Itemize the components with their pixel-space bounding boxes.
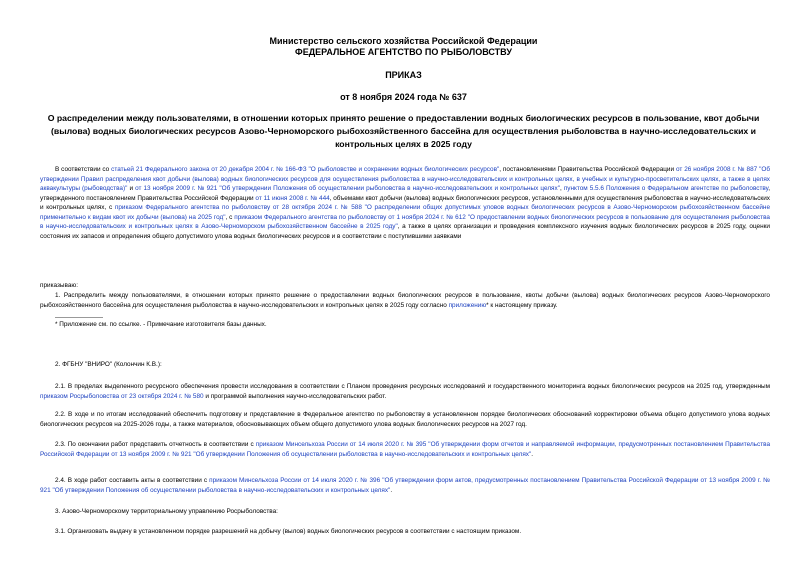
doc-date-number: от 8 ноября 2024 года № 637	[340, 92, 467, 102]
order-588-link[interactable]: приказом Федерального агентства по рыболовству от 28 октября 2024 г. № 588 "О распределении общих допустимых уловов водных биологических ресурсов в Азово-Черноморском рыбохозяйственном бассейне применительно к видам квот их добычи (вылова) на 2025 год"	[40, 204, 771, 221]
intro-text-8: , а также в целях организации и проведения комплексного изучения водных биологических ресурсов в 2025 году, оценки состояния их запасов и определения общего допустимого улова водных биологических ресурсов и в соответствии с поступившими заявками	[40, 223, 771, 240]
intro-text-3: и	[127, 185, 136, 192]
p24-text-1: 2.4. В ходе работ составить акты в соответствии с	[55, 477, 210, 484]
doc-title: О распределении между пользователями, в отношении которых принято решение о предоставлении водных биологических ресурсов в пользование, квот добычи (вылова) водных биологических ресурсов Азово-Черноморского рыбохозяйственного бассейна для осуществления рыболовства в научно-исследовательских и контрольных целях в 2025 году	[47, 113, 760, 149]
paragraph-1	[40, 291, 770, 310]
p21-text-1: 2.1. В пределах выделенного ресурсного обеспечения провести исследования в соответствии с Планом проведения ресурсных исследований и государственного мониторинга водных биологических ресурсов на 2025 год, утвержденным	[55, 383, 770, 390]
order-word: приказываю:	[40, 282, 78, 289]
p21-text-2: и программой выполнения научно-исследовательских работ.	[203, 392, 387, 400]
p23-text-2: .	[531, 450, 534, 458]
intro-text-4: ,	[559, 185, 564, 192]
order-612-link[interactable]: приказом Федерального агентства по рыболовству от 1 ноября 2024 г. № 612 "О предоставлении водных биологических ресурсов в пользование для осуществления рыболовства в научно-исследовательских и контрольных целях в Азово-Черноморском рыбохозяйственном бассейне в 2025 году"	[40, 213, 770, 230]
intro-text-1: В соответствии со	[55, 166, 112, 173]
ministry-name: Министерство сельского хозяйства Российской Федерации	[269, 36, 538, 46]
paragraph-2-3	[40, 440, 770, 459]
intro-text-6: , объемами квот добычи (вылова) водных биологических ресурсов, установленными для осуществления рыболовства в научно-исследовательских и контрольных целях, с	[40, 194, 770, 211]
paragraph-2-2: 2.2. В ходе и по итогам исследований обеспечить подготовку и представление в Федеральное агентство по рыболовству в установленном порядке биологических обоснований корректировки объема общего допустимого улова водных биологических ресурсов на 2025-2026 годы, а также материалов, обосновывающих объем общего допустимого улова водных биологических ресурсов на 2027 год.	[40, 411, 770, 428]
doc-type: ПРИКАЗ	[385, 70, 422, 80]
law-166-link[interactable]: статьей 21 Федерального закона от 20 декабря 2004 г. № 166-ФЗ "О рыболовстве и сохранении водных биологических ресурсов"	[111, 166, 500, 173]
p24-text-2: .	[390, 486, 393, 494]
clause-556-link[interactable]: пунктом 5.5.6 Положения о Федеральном агентстве по рыболовству	[563, 185, 769, 192]
p1-text-2: * к настоящему приказу.	[486, 301, 558, 309]
intro-text-7: , с	[225, 213, 235, 221]
p23-text-1: 2.3. По окончании работ представить отчетность в соответствии с	[55, 441, 256, 448]
p1-text-1: 1. Распределить между пользователями, в отношении которых принято решение о предоставлении водных биологических ресурсов в пользование, квоты добычи (вылова) водных биологических ресурсов Азово-Черноморского рыбохозяйственного бассейна для осуществления рыболовства в научно-исследовательских и контрольных целях в 2025 году согласно	[40, 292, 770, 309]
paragraph-3-1: 3.1. Организовать выдачу в установленном порядке разрешений на добычу (вылов) водных биологических ресурсов в соответствии с настоящим приказом.	[55, 528, 522, 535]
paragraph-2-4	[40, 476, 770, 495]
footnote-divider	[55, 317, 103, 318]
order-580-link[interactable]: приказом Росрыболовства от 23 октября 2024 г. № 580	[40, 392, 204, 400]
footnote: * Приложение см. по ссылке. - Примечание изготовителя базы данных.	[55, 321, 267, 328]
intro-text-2: , постановлениями Правительства Российской Федерации	[499, 166, 676, 173]
paragraph-3: 3. Азово-Черноморскому территориальному управлению Росрыболовства:	[55, 508, 278, 515]
decree-444-link[interactable]: от 11 июня 2008 г. № 444	[255, 194, 330, 202]
decree-887-link[interactable]: от 26 ноября 2008 г. № 887 "Об утверждении Правил распределения квот добычи (вылова) водных биологических ресурсов для осуществления рыболовства в научно-исследовательских и контрольных целях, в учебных и культурно-просветительских целях, а также в целях аквакультуры (рыбоводства)"	[40, 166, 771, 192]
decree-921-link[interactable]: от 13 ноября 2009 г. № 921 "Об утверждении Положения об осуществлении рыболовства в научно-исследовательских и контрольных целях"	[135, 185, 560, 192]
appendix-link[interactable]: приложению	[448, 301, 487, 309]
order-395-link[interactable]: приказом Минсельхоза России от 14 июля 2020 г. № 395 "Об утверждении форм отчетов и направляемой информации, предусмотренных постановлением Правительства Российской Федерации от 13 ноября 2009 г. № 921 "Об утверждении Положения об осуществлении рыболовства в научно-исследовательских и контрольных целях"	[40, 441, 771, 458]
intro-paragraph	[40, 165, 770, 241]
order-396-link[interactable]: приказом Минсельхоза России от 14 июля 2020 г. № 396 "Об утверждении форм актов, предусмотренных постановлением Правительства Российской Федерации от 13 ноября 2009 г. № 921 "Об утверждении Положения об осуществлении рыболовства в научно-исследовательских и контрольных целях"	[40, 477, 770, 494]
paragraph-2-1	[40, 382, 770, 401]
paragraph-2: 2. ФГБНУ "ВНИРО" (Колончин К.В.):	[55, 361, 162, 368]
agency-name: ФЕДЕРАЛЬНОЕ АГЕНТСТВО ПО РЫБОЛОВСТВУ	[295, 47, 512, 57]
intro-text-5: , утвержденного постановлением Правительства Российской Федерации	[40, 185, 770, 202]
